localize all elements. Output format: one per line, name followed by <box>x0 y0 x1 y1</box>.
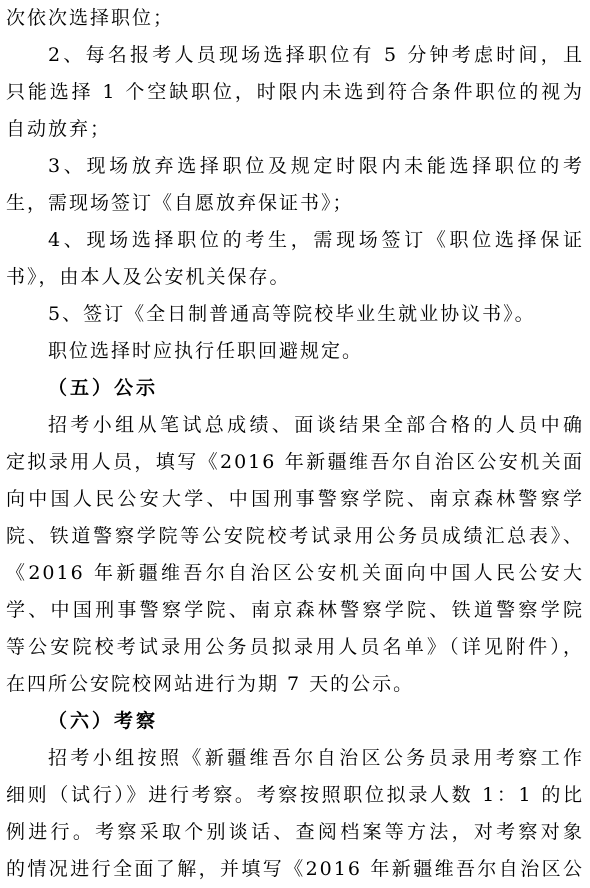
section-heading: （五）公示 <box>48 377 159 399</box>
text-line: 自动放弃； <box>6 118 112 140</box>
text-line: 《2016 年新疆维吾尔自治区公安机关面向中国人民公安大 <box>6 562 584 584</box>
text-line: 3、现场放弃选择职位及规定时限内未能选择职位的考 <box>48 155 584 177</box>
text-line: 书》，由本人及公安机关保存。 <box>6 266 291 288</box>
text-line: 招考小组按照《新疆维吾尔自治区公务员录用考察工作 <box>48 747 584 769</box>
text-line: 招考小组从笔试总成绩、面谈结果全部合格的人员中确 <box>48 414 584 436</box>
text-line: 职位选择时应执行任职回避规定。 <box>48 340 364 362</box>
text-line: 院、铁道警察学院等公安院校考试录用公务员成绩汇总表》、 <box>6 525 584 547</box>
text-line: 次依次选择职位； <box>6 7 175 29</box>
text-line: 等公安院校考试录用公务员拟录用人员名单》（详见附件）， <box>6 636 584 658</box>
text-line: 4、现场选择职位的考生，需现场签订《职位选择保证 <box>48 229 584 251</box>
text-line: 细则（试行）》进行考察。考察按照职位拟录人数 1：1 的比 <box>6 784 584 806</box>
text-line: 学、中国刑事警察学院、南京森林警察学院、铁道警察学院 <box>6 599 584 621</box>
text-line: 定拟录用人员，填写《2016 年新疆维吾尔自治区公安机关面 <box>6 451 584 473</box>
text-line: 的情况进行全面了解，并填写《2016 年新疆维吾尔自治区公 <box>6 858 584 880</box>
text-line: 只能选择 1 个空缺职位，时限内未选到符合条件职位的视为 <box>6 81 584 103</box>
section-heading: （六）考察 <box>48 710 159 732</box>
text-line: 例进行。考察采取个别谈话、查阅档案等方法，对考察对象 <box>6 821 584 843</box>
text-line: 生，需现场签订《自愿放弃保证书》； <box>6 192 354 214</box>
text-line: 5、签订《全日制普通高等院校毕业生就业协议书》。 <box>48 303 536 325</box>
text-line: 2、每名报考人员现场选择职位有 5 分钟考虑时间，且 <box>48 44 584 66</box>
text-line: 向中国人民公安大学、中国刑事警察学院、南京森林警察学 <box>6 488 584 510</box>
text-line: 在四所公安院校网站进行为期 7 天的公示。 <box>6 673 415 695</box>
